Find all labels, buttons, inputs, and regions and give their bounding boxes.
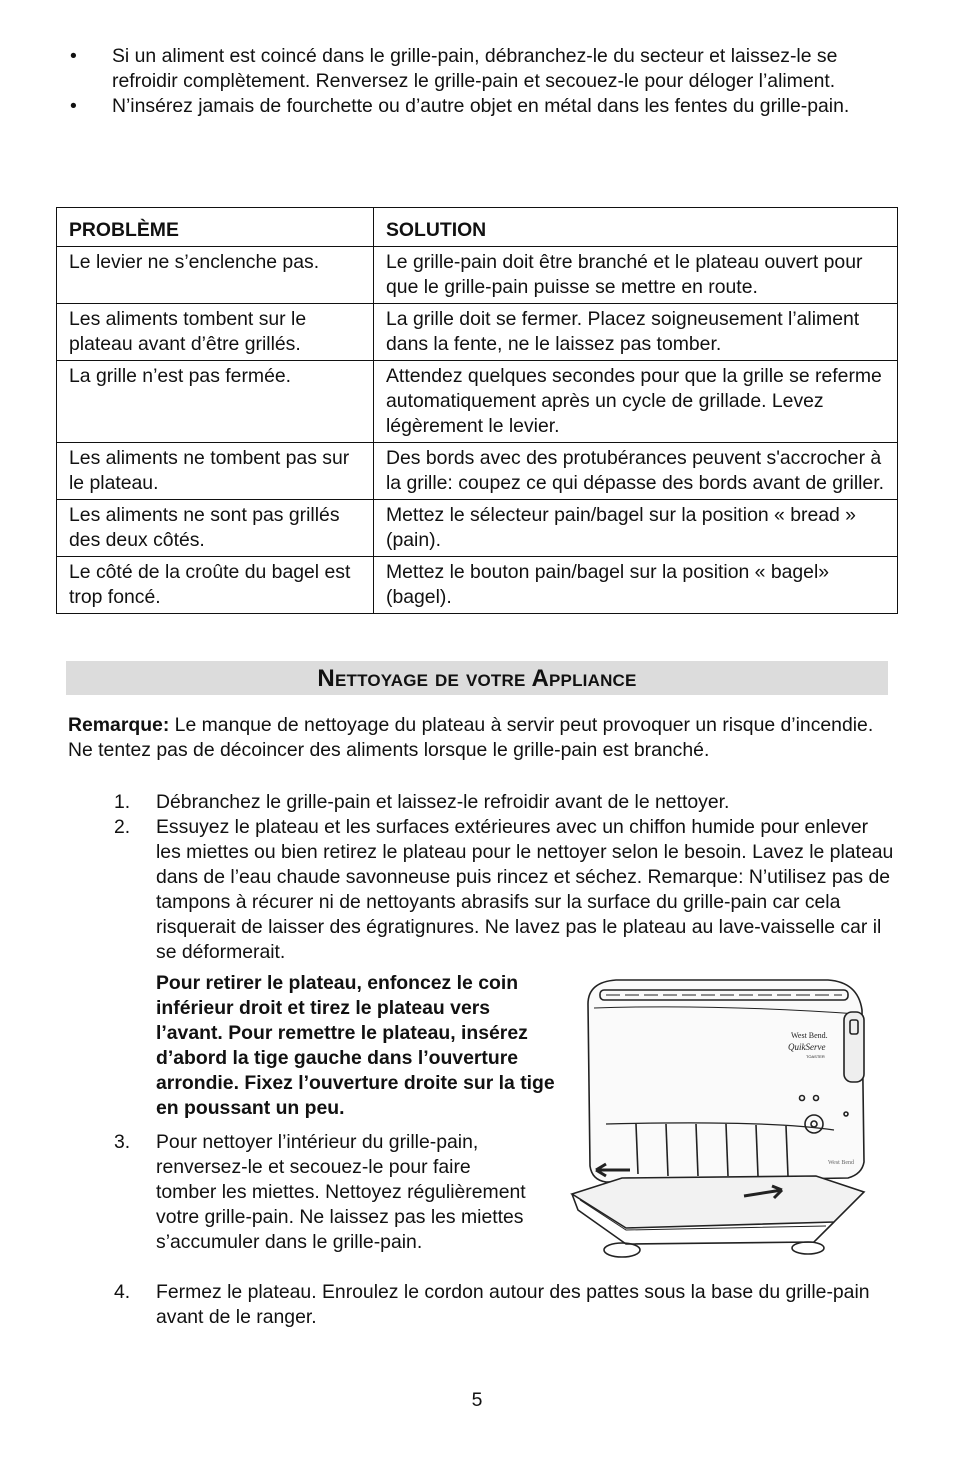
cleaning-note — [68, 713, 898, 763]
note-text: Le manque de nettoyage du plateau à servir peut provoquer un risque d’incendie. Ne tentez pas de décoincer des aliments lorsque le grille-pain est branché. — [68, 714, 874, 761]
table-row — [57, 500, 898, 557]
section-title: Nettoyage de votre Appliance — [317, 665, 637, 692]
step-number: 2. — [114, 816, 131, 838]
cleaning-steps-top — [66, 790, 896, 965]
tray-removal-note: Pour retirer le plateau, enfoncez le coin inférieur droit et tirez le plateau vers l’avant. Pour remettre le plateau, insérez d’abord la tige gauche dans l’ouverture arrondie. Fixez l’ouverture droite sur la tige en poussant un peu. — [156, 972, 555, 1119]
step-number: 3. — [114, 1131, 131, 1153]
table-row — [57, 557, 898, 614]
table-row — [57, 443, 898, 500]
bullet-text: Si un aliment est coincé dans le grille-pain, débranchez-le du secteur et laissez-le se refroidir complètement. Renversez le grille-pain et secouez-le pour déloger l’aliment. — [112, 45, 838, 92]
table-row — [57, 304, 898, 361]
problem-cell: La grille n’est pas fermée. — [57, 361, 374, 443]
step-item — [66, 790, 896, 815]
problem-cell: Le levier ne s’enclenche pas. — [57, 247, 374, 304]
header-problem: PROBLÈME — [57, 208, 374, 247]
table-row — [57, 247, 898, 304]
bullet-dot: • — [70, 95, 77, 117]
step-text: Pour nettoyer l’intérieur du grille-pain, renversez-le et secouez-le pour faire tomber les miettes. Nettoyez régulièrement votre grille-pain. Ne laissez pas les miettes s’accumuler dans le grille-pain. — [156, 1131, 526, 1253]
table-header-row — [57, 208, 898, 247]
step-item — [66, 1130, 526, 1255]
page-number: 5 — [471, 1389, 483, 1411]
solution-cell: Mettez le sélecteur pain/bagel sur la position « bread » (pain). — [374, 500, 898, 557]
step-number: 4. — [114, 1281, 131, 1303]
bullet-item — [66, 94, 896, 119]
header-solution: SOLUTION — [374, 208, 898, 247]
table-row — [57, 361, 898, 443]
step-text: Débranchez le grille-pain et laissez-le refroidir avant de le nettoyer. — [156, 791, 730, 813]
problem-cell: Le côté de la croûte du bagel est trop foncé. — [57, 557, 374, 614]
safety-bullet-list — [66, 44, 896, 119]
cleaning-step-3 — [66, 1130, 526, 1255]
problem-cell: Les aliments tombent sur le plateau avant d’être grillés. — [57, 304, 374, 361]
brand-line-1: West Bend. — [791, 1031, 828, 1040]
solution-cell: La grille doit se fermer. Placez soigneusement l’aliment dans la fente, ne le laissez pas tomber. — [374, 304, 898, 361]
solution-cell: Mettez le bouton pain/bagel sur la position « bagel» (bagel). — [374, 557, 898, 614]
step-text: Fermez le plateau. Enroulez le cordon autour des pattes sous la base du grille-pain avant de le ranger. — [156, 1281, 870, 1328]
step-item — [66, 815, 896, 965]
step-number: 1. — [114, 791, 131, 813]
bullet-item — [66, 44, 896, 94]
section-heading-bar — [66, 661, 888, 695]
note-label: Remarque: — [68, 714, 170, 736]
bullet-dot: • — [70, 45, 77, 67]
problem-cell: Les aliments ne sont pas grillés des deux côtés. — [57, 500, 374, 557]
cleaning-step-4 — [66, 1280, 896, 1330]
side-brand: West Bend — [828, 1160, 855, 1166]
bullet-text: N’insérez jamais de fourchette ou d’autre objet en métal dans les fentes du grille-pain. — [112, 95, 850, 117]
troubleshooting-table — [56, 207, 898, 614]
solution-cell: Le grille-pain doit être branché et le plateau ouvert pour que le grille-pain puisse se mettre en route. — [374, 247, 898, 304]
brand-line-2: QuikServe — [788, 1042, 826, 1052]
step-item — [66, 1280, 896, 1330]
problem-cell: Les aliments ne tombent pas sur le plateau. — [57, 443, 374, 500]
solution-cell: Attendez quelques secondes pour que la grille se referme automatiquement après un cycle de grillade. Levez légèrement le levier. — [374, 361, 898, 443]
step-text: Essuyez le plateau et les surfaces extérieures avec un chiffon humide pour enlever les miettes ou bien retirez le plateau pour le nettoyer selon le besoin. Lavez le plateau dans de l’eau chaude savonneuse puis rincez et séchez. Remarque: N’utilisez pas de tampons à récurer ni de nettoyants abrasifs sur la surface du grille-pain car cela risquerait de laisser des égratignures. Ne lavez pas le plateau au lave-vaisselle car il se déformerait. — [156, 816, 894, 963]
brand-line-3: TOASTER — [806, 1054, 825, 1059]
solution-cell: Des bords avec des protubérances peuvent s'accrocher à la grille: coupez ce qui dépasse des bords avant de griller. — [374, 443, 898, 500]
toaster-illustration — [566, 974, 884, 1268]
